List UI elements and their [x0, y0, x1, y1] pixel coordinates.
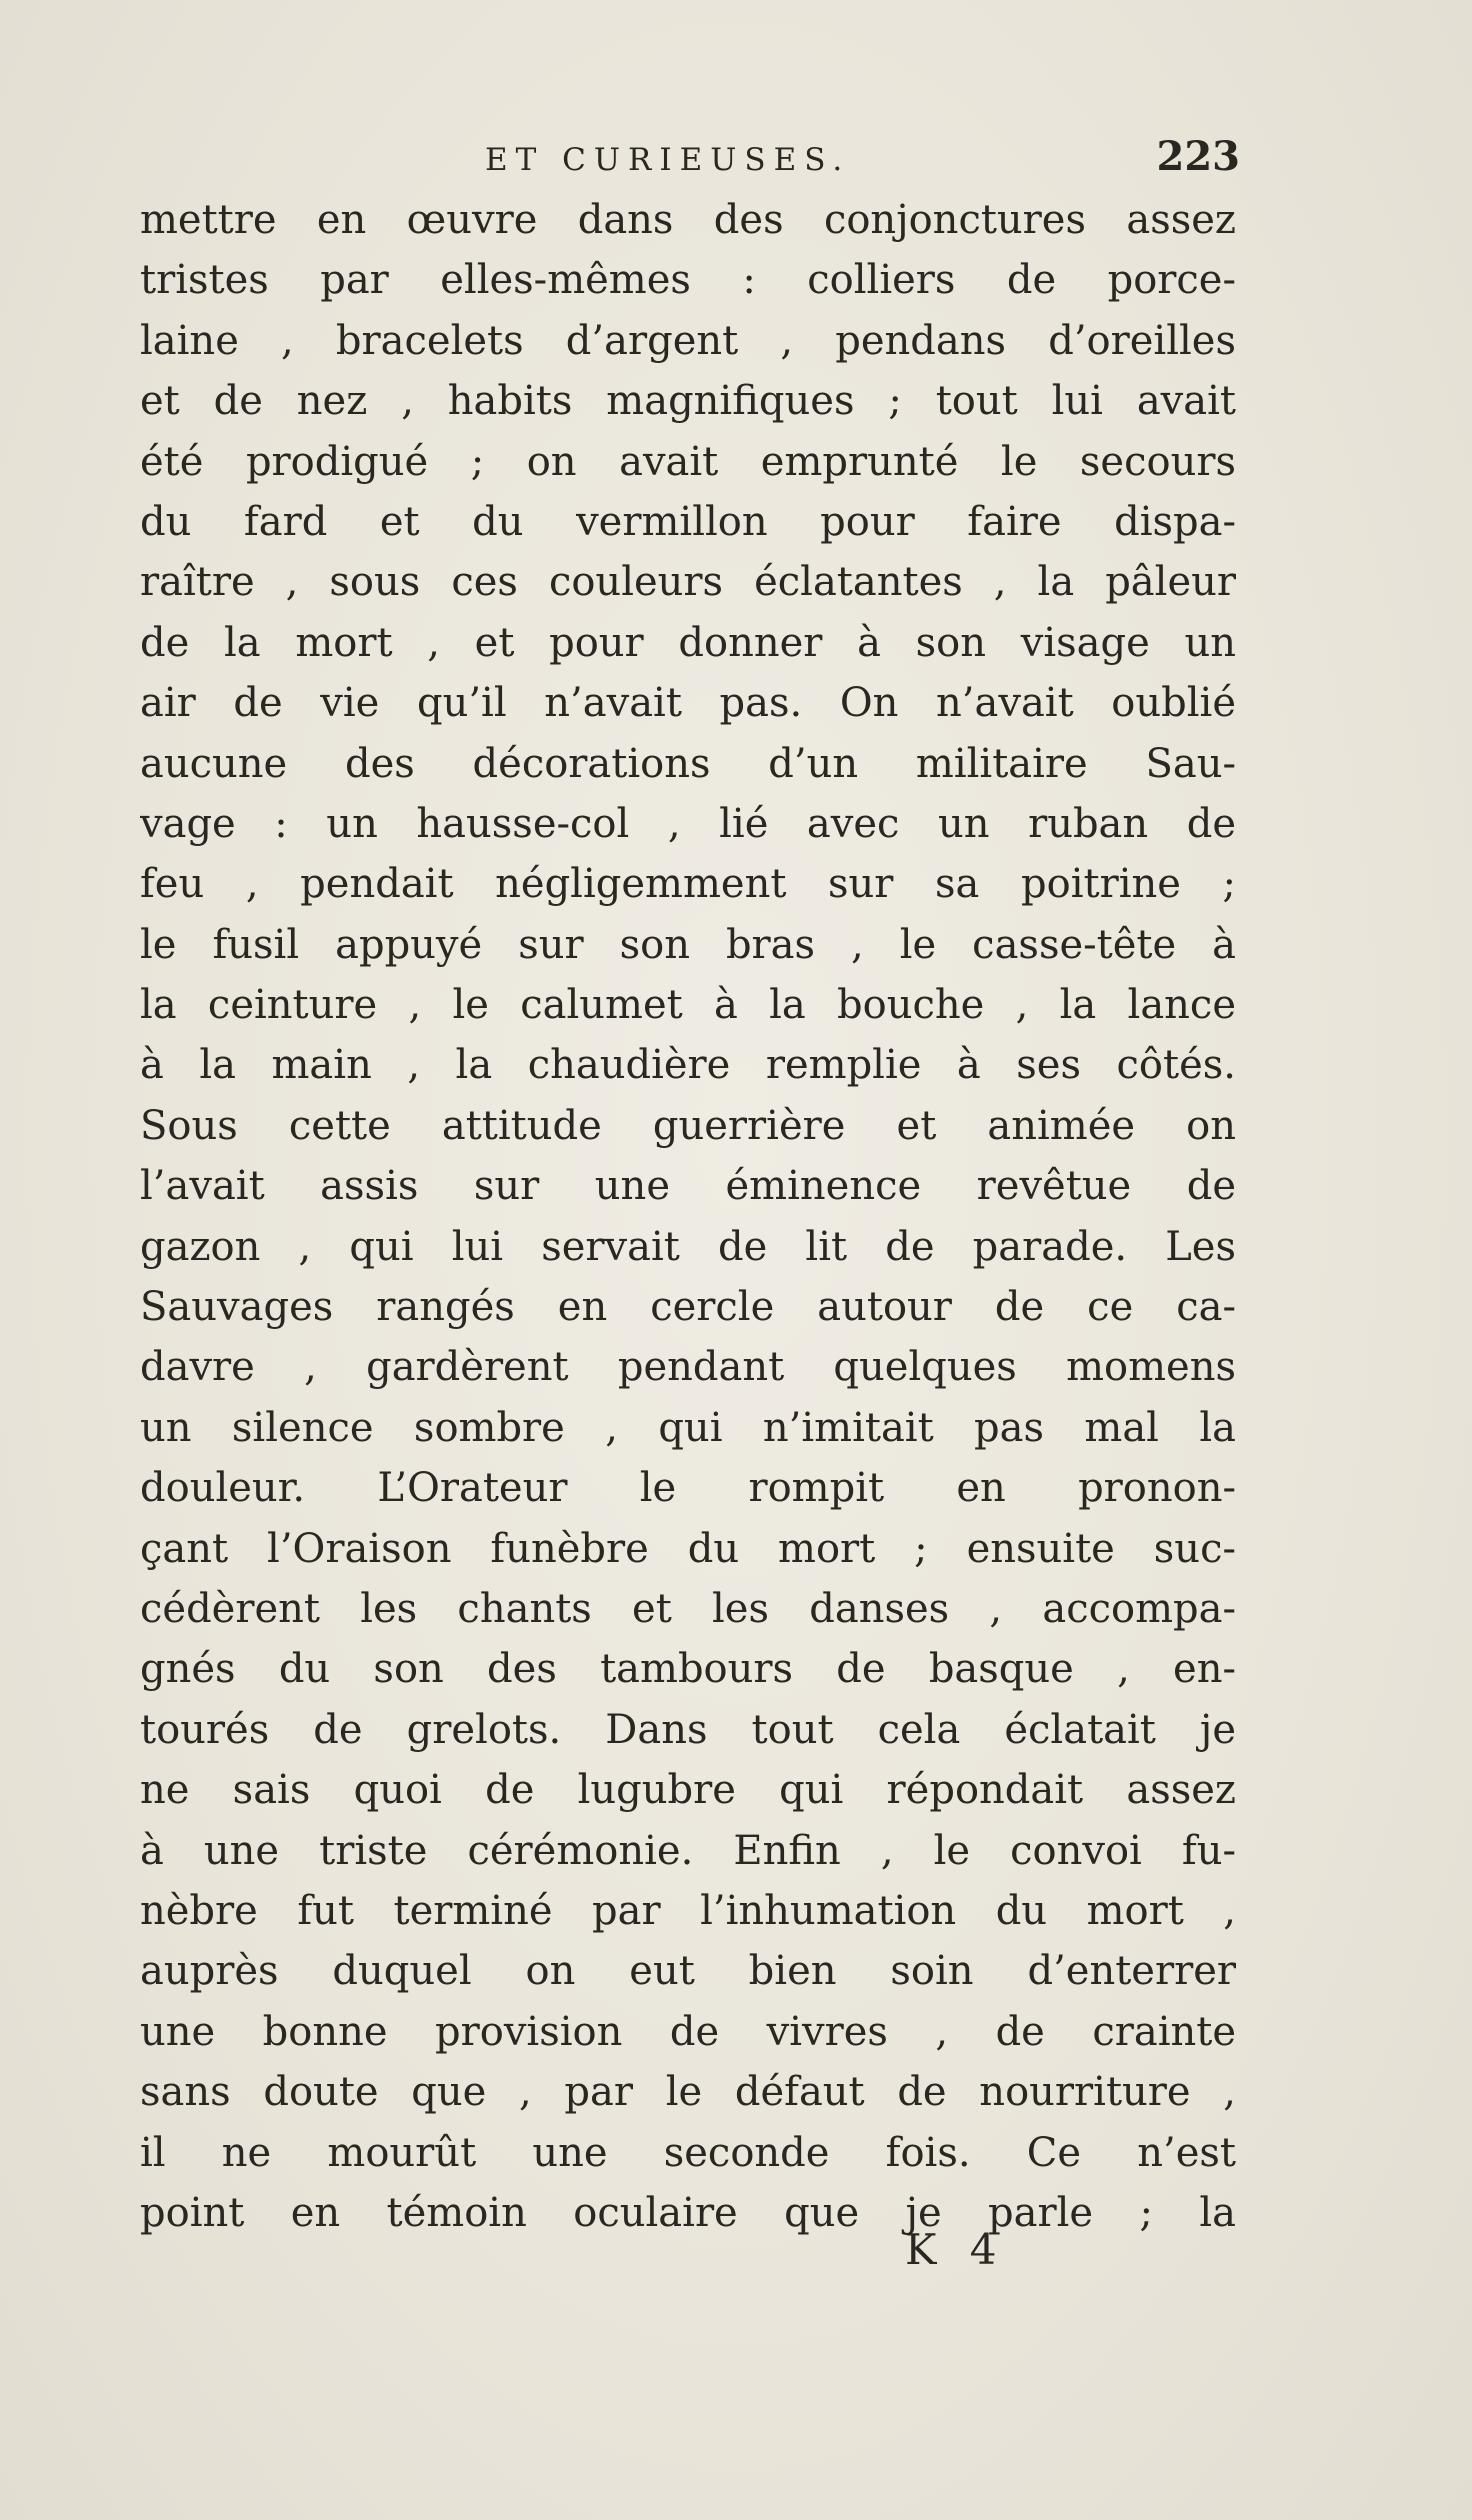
text-line: le fusil appuyé sur son bras , le casse-tête à: [140, 921, 1236, 968]
page-number: 223: [1156, 133, 1240, 180]
text-line: feu , pendait négligemment sur sa poitrine ;: [140, 861, 1236, 908]
text-line: il ne mourût une seconde fois. Ce n’est: [140, 2129, 1236, 2176]
text-line: point en témoin oculaire que je parle ; la: [140, 2189, 1236, 2236]
text-line: un silence sombre , qui n’imitait pas mal la: [140, 1404, 1236, 1451]
body-text: [140, 190, 1236, 2243]
running-head: [140, 133, 1240, 182]
text-line: aucune des décorations d’un militaire Sau-: [140, 740, 1236, 787]
text-line: été prodigué ; on avait emprunté le secours: [140, 438, 1236, 485]
text-line: nèbre fut terminé par l’inhumation du mort ,: [140, 1887, 1236, 1934]
text-line: et de nez , habits magnifiques ; tout lui avait: [140, 378, 1236, 425]
running-title: ET CURIEUSES.: [485, 142, 851, 178]
text-line: laine , bracelets d’argent , pendans d’oreilles: [140, 317, 1236, 364]
text-line: cédèrent les chants et les danses , accompa-: [140, 1585, 1236, 1632]
text-line: la ceinture , le calumet à la bouche , la lance: [140, 982, 1236, 1029]
text-line: mettre en œuvre dans des conjonctures assez: [140, 197, 1236, 243]
text-line: gnés du son des tambours de basque , en-: [140, 1646, 1236, 1693]
text-line: à la main , la chaudière remplie à ses côtés.: [140, 1042, 1236, 1089]
text-line: air de vie qu’il n’avait pas. On n’avait oublié: [140, 680, 1236, 727]
text-line: Sauvages rangés en cercle autour de ce ca-: [140, 1284, 1236, 1331]
text-line: davre , gardèrent pendant quelques momens: [140, 1344, 1236, 1391]
text-line: l’avait assis sur une éminence revêtue de: [140, 1163, 1236, 1210]
text-line: ne sais quoi de lugubre qui répondait assez: [140, 1767, 1236, 1814]
text-line: raître , sous ces couleurs éclatantes , la pâleur: [140, 559, 1236, 606]
text-line: vage : un hausse-col , lié avec un ruban de: [140, 800, 1236, 847]
text-line: une bonne provision de vivres , de crainte: [140, 2008, 1236, 2055]
text-line: du fard et du vermillon pour faire dispa-: [140, 498, 1236, 545]
text-line: tristes par elles-mêmes : colliers de porce-: [140, 257, 1236, 304]
text-line: auprès duquel on eut bien soin d’enterrer: [140, 1948, 1236, 1995]
text-line: douleur. L’Orateur le rompit en pronon-: [140, 1465, 1236, 1512]
text-line: sans doute que , par le défaut de nourriture ,: [140, 2069, 1236, 2116]
text-line: tourés de grelots. Dans tout cela éclatait je: [140, 1706, 1236, 1753]
text-line: gazon , qui lui servait de lit de parade. Les: [140, 1223, 1236, 1270]
text-line: çant l’Oraison funèbre du mort ; ensuite suc-: [140, 1525, 1236, 1572]
text-line: de la mort , et pour donner à son visage un: [140, 619, 1236, 666]
text-line: à une triste cérémonie. Enfin , le convoi fu-: [140, 1827, 1236, 1874]
signature-mark: K 4: [905, 2225, 1007, 2274]
text-line: Sous cette attitude guerrière et animée on: [140, 1102, 1236, 1149]
